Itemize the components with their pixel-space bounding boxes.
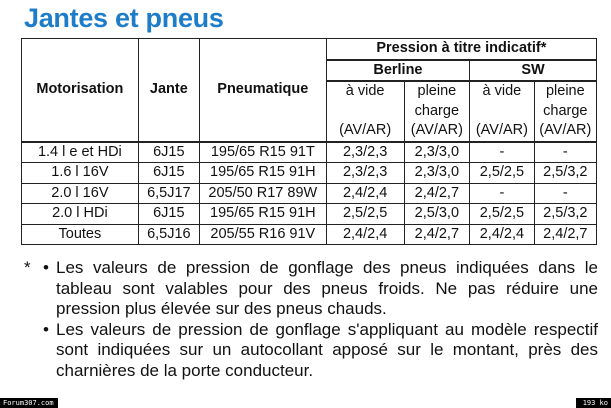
header-pneumatique: Pneumatique bbox=[199, 39, 326, 142]
cell-sw-vide: 2,5/2,5 bbox=[470, 163, 535, 184]
footnote-item bbox=[24, 320, 598, 382]
table-row bbox=[22, 163, 597, 184]
cell-motorisation: 1.6 l 16V bbox=[22, 163, 139, 184]
cell-berline-charge: 2,5/3,0 bbox=[404, 204, 470, 225]
label-avar: (AV/AR) bbox=[539, 122, 592, 138]
bullet-icon: • bbox=[43, 258, 49, 277]
header-jante: Jante bbox=[138, 39, 199, 142]
label-pleine: pleine bbox=[545, 83, 585, 99]
cell-berline-charge: 2,4/2,7 bbox=[404, 224, 470, 245]
cell-motorisation: 2.0 l 16V bbox=[22, 183, 139, 204]
cell-berline-vide: 2,3/2,3 bbox=[326, 163, 404, 184]
header-motorisation: Motorisation bbox=[22, 39, 139, 142]
footnote-text: Les valeurs de pression de gonflage s'appliquant au modèle respectif sont indiquées sur un autocollant apposé sur le montant, près des charnières de la porte conducteur. bbox=[56, 319, 598, 380]
cell-jante: 6J15 bbox=[138, 163, 199, 184]
header-berline-pleine-charge bbox=[404, 81, 470, 142]
cell-motorisation: Toutes bbox=[22, 224, 139, 245]
cell-berline-vide: 2,5/2,5 bbox=[326, 204, 404, 225]
tyre-pressure-table bbox=[21, 38, 597, 245]
label-avar: (AV/AR) bbox=[339, 122, 392, 138]
cell-sw-vide: - bbox=[470, 183, 535, 204]
cell-pneumatique: 205/50 R17 89W bbox=[199, 183, 326, 204]
cell-sw-charge: 2,5/3,2 bbox=[534, 204, 596, 225]
header-sw: SW bbox=[470, 60, 597, 82]
cell-jante: 6,5J16 bbox=[138, 224, 199, 245]
label-avar: (AV/AR) bbox=[410, 122, 463, 138]
cell-berline-charge: 2,3/3,0 bbox=[404, 142, 470, 163]
cell-berline-vide: 2,3/2,3 bbox=[326, 142, 404, 163]
cell-pneumatique: 195/65 R15 91H bbox=[199, 163, 326, 184]
label-pleine: pleine bbox=[417, 83, 457, 99]
header-pression: Pression à titre indicatif* bbox=[326, 39, 596, 60]
footnotes bbox=[24, 258, 598, 381]
cell-motorisation: 2.0 l HDi bbox=[22, 204, 139, 225]
footnote-item bbox=[24, 258, 598, 320]
cell-sw-charge: 2,5/3,2 bbox=[534, 163, 596, 184]
bullet-icon: • bbox=[43, 319, 49, 339]
asterisk-marker: * bbox=[24, 258, 31, 277]
label-charge: charge bbox=[543, 102, 588, 119]
cell-pneumatique: 195/65 R15 91T bbox=[199, 142, 326, 163]
table-row bbox=[22, 183, 597, 204]
watermark-site: Forum307.com bbox=[0, 398, 58, 408]
cell-jante: 6,5J17 bbox=[138, 183, 199, 204]
cell-sw-charge: 2,4/2,7 bbox=[534, 224, 596, 245]
cell-berline-vide: 2,4/2,4 bbox=[326, 183, 404, 204]
header-sw-a-vide bbox=[470, 81, 535, 142]
header-berline-a-vide bbox=[326, 81, 404, 142]
label-a-vide: à vide bbox=[482, 83, 522, 99]
label-avar: (AV/AR) bbox=[475, 122, 528, 138]
cell-sw-vide: 2,4/2,4 bbox=[470, 224, 535, 245]
footnote-text: Les valeurs de pression de gonflage des pneus indiquées dans le tableau sont valables pour des pneus froids. Ne pas réduire une pression plus élevée sur des pneus chauds. bbox=[56, 258, 598, 318]
table-row bbox=[22, 142, 597, 163]
cell-jante: 6J15 bbox=[138, 142, 199, 163]
label-a-vide: à vide bbox=[345, 83, 385, 99]
table-row bbox=[22, 224, 597, 245]
header-row-1 bbox=[22, 39, 597, 60]
table-row bbox=[22, 204, 597, 225]
page-title: Jantes et pneus bbox=[24, 3, 224, 33]
label-charge: charge bbox=[414, 102, 460, 119]
cell-berline-charge: 2,4/2,7 bbox=[404, 183, 470, 204]
cell-berline-charge: 2,3/3,0 bbox=[404, 163, 470, 184]
cell-jante: 6J15 bbox=[138, 204, 199, 225]
cell-sw-vide: 2,5/2,5 bbox=[470, 204, 535, 225]
cell-pneumatique: 205/55 R16 91V bbox=[199, 224, 326, 245]
header-sw-pleine-charge bbox=[534, 81, 596, 142]
file-size-badge: 193 ko bbox=[576, 398, 611, 408]
cell-motorisation: 1.4 l e et HDi bbox=[22, 142, 139, 163]
cell-berline-vide: 2,4/2,4 bbox=[326, 224, 404, 245]
cell-sw-vide: - bbox=[470, 142, 535, 163]
cell-sw-charge: - bbox=[534, 183, 596, 204]
cell-pneumatique: 195/65 R15 91H bbox=[199, 204, 326, 225]
cell-sw-charge: - bbox=[534, 142, 596, 163]
header-berline: Berline bbox=[326, 60, 469, 82]
